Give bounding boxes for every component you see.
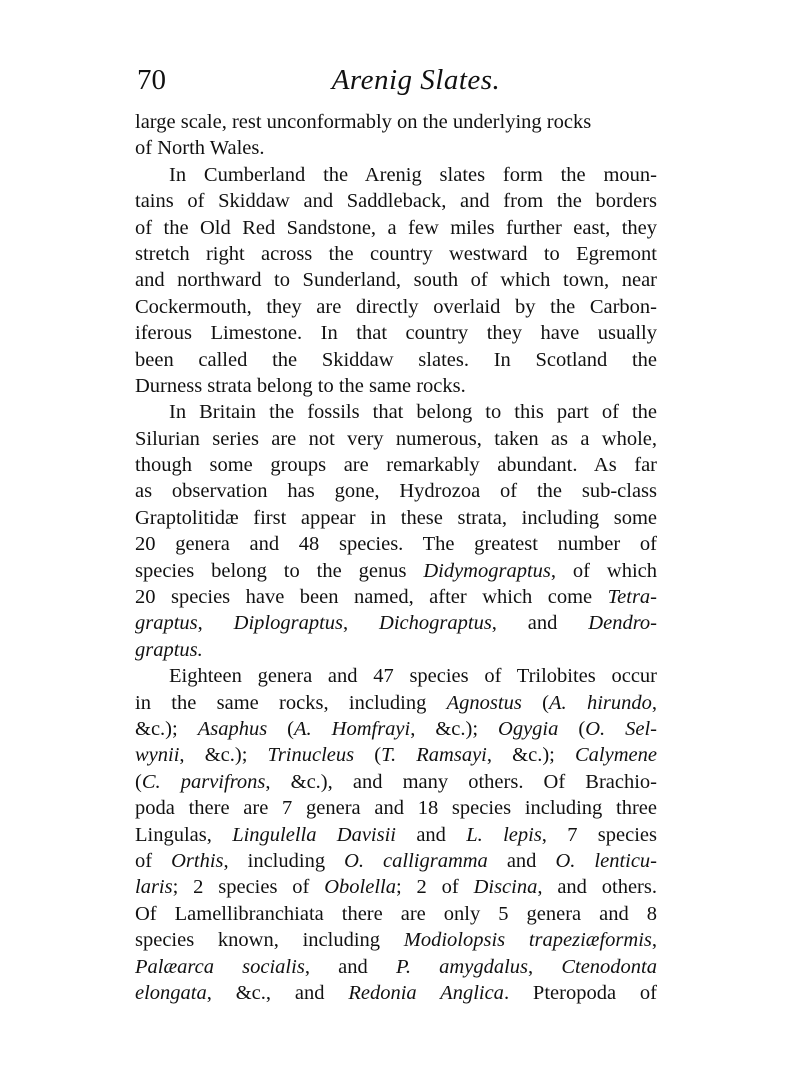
text-line: [135, 320, 657, 346]
text-segment: Silurian series are not very numerous, taken as a whole,: [135, 427, 657, 450]
text-segment: In Cumberland the Arenig slates form the moun-: [169, 163, 657, 186]
italic-text: laris: [135, 876, 173, 899]
italic-text: L. lepis: [466, 823, 542, 846]
page-header: [135, 60, 657, 100]
text-line: [135, 426, 657, 452]
text-line: [135, 531, 657, 557]
italic-text: Trinucleus: [267, 744, 355, 767]
text-line: [135, 690, 657, 716]
text-line: [135, 478, 657, 504]
text-segment: 20 genera and 48 species. The greatest number of: [135, 533, 657, 556]
text-segment: stretch right across the country westward to Egremont: [135, 242, 657, 265]
text-line: [135, 927, 657, 953]
text-line: [135, 267, 657, 293]
text-line: [135, 663, 657, 689]
text-segment: , and: [304, 955, 396, 978]
text-line: [135, 822, 657, 848]
text-line: [135, 980, 657, 1006]
text-segment: , 7 species: [541, 823, 657, 846]
text-segment: ,: [197, 612, 234, 635]
italic-text: O. lenticu-: [555, 849, 658, 872]
italic-text: T. Ramsayi: [381, 744, 487, 767]
text-line: [135, 610, 657, 636]
text-segment: of North Wales.: [135, 137, 265, 160]
italic-text: wynii: [135, 744, 180, 767]
italic-text: Dendro-: [588, 612, 657, 635]
text-segment: Cockermouth, they are directly overlaid by the Carbon-: [135, 295, 657, 318]
italic-text: Obolella: [324, 876, 396, 899]
text-segment: . Pteropoda of: [503, 981, 657, 1004]
text-segment: tains of Skiddaw and Saddleback, and from the borders: [135, 190, 657, 213]
text-line: [135, 505, 657, 531]
italic-text: C. parvifrons: [141, 770, 266, 793]
text-segment: , &c.);: [486, 744, 575, 767]
text-segment: (: [558, 717, 586, 740]
text-line: [135, 215, 657, 241]
text-line: [135, 135, 657, 161]
text-line: [135, 347, 657, 373]
text-segment: and: [396, 823, 467, 846]
text-segment: , including: [223, 849, 345, 872]
text-segment: , &c., and: [206, 981, 349, 1004]
italic-text: Palæarca socialis: [135, 955, 305, 978]
text-segment: ,: [651, 691, 658, 714]
italic-text: Lingulella Davisii: [232, 823, 396, 846]
italic-text: P. amygdalus: [395, 955, 528, 978]
text-segment: large scale, rest unconformably on the underlying rocks: [135, 111, 592, 133]
text-line: [135, 188, 657, 214]
italic-text: A. hirundo: [549, 691, 652, 714]
italic-text: Modiolopsis trapeziæformis: [403, 929, 652, 952]
text-segment: and northward to Sunderland, south of which town, near: [135, 269, 657, 292]
text-line: [135, 848, 657, 874]
italic-text: Redonia Anglica: [348, 981, 504, 1004]
italic-text: Agnostus: [446, 691, 522, 714]
text-line: [135, 742, 657, 768]
text-segment: been called the Skiddaw slates. In Scotland the: [135, 348, 657, 371]
italic-text: Ogygia: [498, 717, 559, 740]
italic-text: Didymograptus: [423, 559, 551, 582]
text-segment: ; 2 species of: [172, 876, 325, 899]
italic-text: Calymene: [575, 744, 657, 767]
text-segment: , &c.);: [410, 717, 499, 740]
text-segment: poda there are 7 genera and 18 species including three: [135, 797, 657, 820]
text-segment: , &c.), and many others. Of Brachio-: [265, 770, 658, 793]
italic-text: graptus: [135, 612, 198, 635]
text-segment: and: [487, 849, 556, 872]
text-segment: species belong to the genus: [135, 559, 424, 582]
text-segment: (: [354, 744, 382, 767]
text-line: [135, 901, 657, 927]
text-line: [135, 558, 657, 584]
text-segment: (: [135, 770, 142, 793]
text-segment: 20 species have been named, after which come: [135, 586, 608, 609]
text-line: [135, 795, 657, 821]
text-segment: In Britain the fossils that belong to this part of the: [169, 401, 657, 424]
text-segment: Durness strata belong to the same rocks.: [135, 374, 466, 397]
text-line: [135, 874, 657, 900]
text-segment: of: [135, 849, 172, 872]
text-segment: species known, including: [135, 929, 404, 952]
text-segment: as observation has gone, Hydrozoa of the sub-class: [135, 480, 657, 503]
italic-text: Tetra-: [607, 586, 657, 609]
text-line: [135, 399, 657, 425]
italic-text: Dichograptus: [379, 612, 492, 635]
text-segment: Eighteen genera and 47 species of Trilobites occur: [169, 665, 657, 688]
text-segment: , &c.);: [179, 744, 268, 767]
text-segment: Lingulas,: [135, 823, 233, 846]
text-line: [135, 716, 657, 742]
text-line: [135, 769, 657, 795]
text-line: [135, 109, 657, 135]
text-line: [135, 954, 657, 980]
italic-text: A. Homfrayi: [294, 717, 411, 740]
text-segment: ; 2 of: [395, 876, 474, 899]
text-segment: (: [521, 691, 549, 714]
text-line: [135, 373, 657, 399]
text-line: [135, 294, 657, 320]
italic-text: graptus.: [135, 638, 203, 661]
text-line: [135, 637, 657, 663]
italic-text: O. Sel-: [585, 717, 657, 740]
text-segment: Graptolitidæ first appear in these strata, including some: [135, 506, 657, 529]
text-segment: , and: [491, 612, 589, 635]
text-segment: , of which: [550, 559, 657, 582]
italic-text: Diplograptus: [233, 612, 344, 635]
text-segment: of the Old Red Sandstone, a few miles further east, they: [135, 216, 657, 239]
text-line: [135, 241, 657, 267]
italic-text: Asaphus: [197, 717, 268, 740]
text-segment: iferous Limestone. In that country they have usually: [135, 322, 657, 345]
text-line: [135, 452, 657, 478]
text-line: [135, 162, 657, 188]
italic-text: elongata: [135, 981, 207, 1004]
italic-text: Orthis: [171, 849, 224, 872]
running-title: Arenig Slates.: [331, 64, 501, 96]
text-segment: (: [267, 717, 294, 740]
body-text: [135, 109, 657, 1006]
italic-text: Ctenodonta: [561, 955, 657, 978]
text-segment: Of Lamellibranchiata there are only 5 genera and 8: [135, 902, 657, 925]
page-number: 70: [137, 64, 166, 96]
text-segment: &c.);: [135, 717, 198, 740]
italic-text: Discina: [473, 876, 538, 899]
italic-text: O. calligramma: [344, 849, 488, 872]
text-segment: ,: [651, 929, 657, 952]
text-line: [135, 584, 657, 610]
text-segment: in the same rocks, including: [135, 691, 447, 714]
text-segment: ,: [343, 612, 380, 635]
text-segment: though some groups are remarkably abundant. As far: [135, 454, 657, 477]
text-segment: , and others.: [537, 876, 657, 899]
text-segment: ,: [528, 955, 562, 978]
